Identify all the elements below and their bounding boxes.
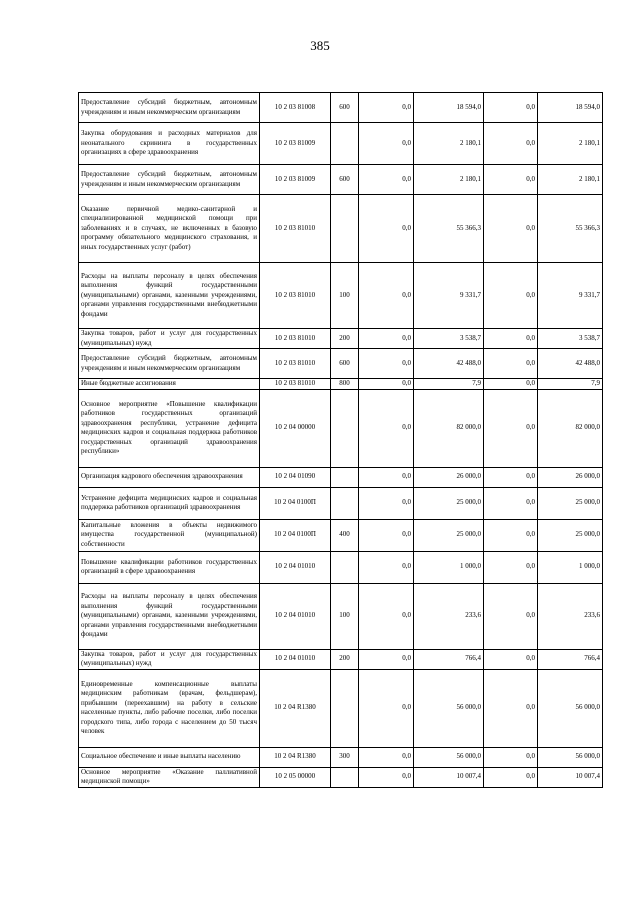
- cell-value-2: 56 000,0: [414, 669, 484, 747]
- cell-name: Предоставление субсидий бюджетным, автономным учреждениям и иным некоммерческим организациям: [79, 93, 260, 123]
- cell-value-3: 0,0: [484, 519, 538, 551]
- cell-value-3: 0,0: [484, 123, 538, 165]
- cell-name: Закупка товаров, работ и услуг для государственных (муниципальных) нужд: [79, 649, 260, 669]
- cell-code: 10 2 03 81009: [260, 165, 331, 195]
- cell-name: Капитальные вложения в объекты недвижимого имущества государственной (муниципальной) собственности: [79, 519, 260, 551]
- cell-expense-type: 100: [331, 583, 359, 649]
- table-row: [79, 93, 603, 123]
- cell-name: Повышение квалификации работников государственных организаций в сфере здравоохранения: [79, 551, 260, 583]
- cell-name: Закупка товаров, работ и услуг для государственных (муниципальных) нужд: [79, 329, 260, 349]
- cell-value-1: 0,0: [359, 263, 414, 329]
- cell-value-3: 0,0: [484, 389, 538, 467]
- cell-expense-type: [331, 389, 359, 467]
- cell-value-3: 0,0: [484, 551, 538, 583]
- cell-value-2: 1 000,0: [414, 551, 484, 583]
- cell-value-1: 0,0: [359, 649, 414, 669]
- cell-value-1: 0,0: [359, 379, 414, 390]
- cell-expense-type: [331, 669, 359, 747]
- page-number: 385: [310, 38, 330, 53]
- cell-value-1: 0,0: [359, 165, 414, 195]
- table-row: [79, 649, 603, 669]
- cell-value-3: 0,0: [484, 195, 538, 263]
- cell-value-4: 42 488,0: [538, 349, 603, 379]
- cell-expense-type: [331, 195, 359, 263]
- cell-value-2: 56 000,0: [414, 747, 484, 767]
- cell-value-4: 3 538,7: [538, 329, 603, 349]
- cell-value-2: 2 180,1: [414, 123, 484, 165]
- cell-code: 10 2 04 0100П: [260, 487, 331, 519]
- cell-value-1: 0,0: [359, 487, 414, 519]
- cell-value-4: 56 000,0: [538, 669, 603, 747]
- cell-name: Расходы на выплаты персоналу в целях обеспечения выполнения функций государственными (муниципальными) органами, казенными учреждениями, органами управления государственными внебюджетными фондами: [79, 263, 260, 329]
- cell-code: 10 2 04 01010: [260, 551, 331, 583]
- cell-code: 10 2 03 81010: [260, 349, 331, 379]
- cell-name: Устранение дефицита медицинских кадров и социальная поддержка работников организаций здравоохранения: [79, 487, 260, 519]
- cell-value-4: 26 000,0: [538, 467, 603, 487]
- cell-value-4: 2 180,1: [538, 165, 603, 195]
- cell-value-4: 766,4: [538, 649, 603, 669]
- cell-value-4: 10 007,4: [538, 767, 603, 787]
- cell-expense-type: 600: [331, 165, 359, 195]
- cell-value-4: 55 366,3: [538, 195, 603, 263]
- cell-value-3: 0,0: [484, 747, 538, 767]
- cell-value-2: 82 000,0: [414, 389, 484, 467]
- cell-value-4: 56 000,0: [538, 747, 603, 767]
- cell-value-2: 10 007,4: [414, 767, 484, 787]
- cell-value-1: 0,0: [359, 767, 414, 787]
- table-row: [79, 519, 603, 551]
- cell-code: 10 2 04 00000: [260, 389, 331, 467]
- cell-code: 10 2 03 81010: [260, 379, 331, 390]
- cell-expense-type: 600: [331, 349, 359, 379]
- cell-expense-type: 400: [331, 519, 359, 551]
- cell-code: 10 2 03 81009: [260, 123, 331, 165]
- budget-table: [78, 92, 603, 788]
- table-row: [79, 487, 603, 519]
- cell-value-4: 2 180,1: [538, 123, 603, 165]
- cell-value-2: 42 488,0: [414, 349, 484, 379]
- cell-value-3: 0,0: [484, 669, 538, 747]
- table-row: [79, 263, 603, 329]
- cell-expense-type: 200: [331, 329, 359, 349]
- cell-value-3: 0,0: [484, 487, 538, 519]
- cell-code: 10 2 04 R1380: [260, 747, 331, 767]
- cell-code: 10 2 04 01010: [260, 583, 331, 649]
- cell-name: Иные бюджетные ассигнования: [79, 379, 260, 390]
- cell-value-1: 0,0: [359, 195, 414, 263]
- cell-value-1: 0,0: [359, 467, 414, 487]
- table-row: [79, 329, 603, 349]
- table-row: [79, 349, 603, 379]
- cell-value-3: 0,0: [484, 93, 538, 123]
- table-row: [79, 379, 603, 390]
- cell-expense-type: 200: [331, 649, 359, 669]
- cell-value-1: 0,0: [359, 519, 414, 551]
- table-row: [79, 669, 603, 747]
- table-row: [79, 389, 603, 467]
- cell-expense-type: [331, 467, 359, 487]
- cell-value-2: 2 180,1: [414, 165, 484, 195]
- cell-code: 10 2 03 81010: [260, 263, 331, 329]
- cell-value-3: 0,0: [484, 263, 538, 329]
- cell-value-1: 0,0: [359, 349, 414, 379]
- cell-value-3: 0,0: [484, 165, 538, 195]
- cell-value-2: 7,9: [414, 379, 484, 390]
- cell-expense-type: [331, 487, 359, 519]
- cell-expense-type: 800: [331, 379, 359, 390]
- cell-value-2: 25 000,0: [414, 487, 484, 519]
- cell-value-1: 0,0: [359, 123, 414, 165]
- table-row: [79, 583, 603, 649]
- cell-expense-type: [331, 767, 359, 787]
- cell-expense-type: 600: [331, 93, 359, 123]
- cell-value-4: 7,9: [538, 379, 603, 390]
- cell-value-4: 233,6: [538, 583, 603, 649]
- cell-value-3: 0,0: [484, 349, 538, 379]
- table-row: [79, 747, 603, 767]
- cell-value-3: 0,0: [484, 649, 538, 669]
- cell-expense-type: 100: [331, 263, 359, 329]
- cell-name: Оказание первичной медико-санитарной и специализированной медицинской помощи при заболеваниях и в случаях, не включенных в базовую программу обязательного медицинского страхования, и иных государственных услуг (работ): [79, 195, 260, 263]
- cell-name: Предоставление субсидий бюджетным, автономным учреждениям и иным некоммерческим организациям: [79, 349, 260, 379]
- cell-value-2: 3 538,7: [414, 329, 484, 349]
- cell-code: 10 2 03 81010: [260, 329, 331, 349]
- cell-name: Единовременные компенсационные выплаты медицинским работникам (врачам, фельдшерам), прибывшим (переехавшим) на работу в сельские населенные пункты, либо рабочие поселки, либо поселки городского типа, либо города с населением до 50 тысяч человек: [79, 669, 260, 747]
- cell-code: 10 2 04 0100П: [260, 519, 331, 551]
- cell-value-1: 0,0: [359, 551, 414, 583]
- table-row: [79, 165, 603, 195]
- cell-value-3: 0,0: [484, 767, 538, 787]
- cell-value-2: 233,6: [414, 583, 484, 649]
- table-row: [79, 767, 603, 787]
- cell-value-4: 1 000,0: [538, 551, 603, 583]
- cell-value-2: 18 594,0: [414, 93, 484, 123]
- cell-value-1: 0,0: [359, 389, 414, 467]
- cell-name: Предоставление субсидий бюджетным, автономным учреждениям и иным некоммерческим организациям: [79, 165, 260, 195]
- cell-value-2: 25 000,0: [414, 519, 484, 551]
- cell-expense-type: [331, 551, 359, 583]
- cell-name: Основное мероприятие «Оказание паллиативной медицинской помощи»: [79, 767, 260, 787]
- cell-value-1: 0,0: [359, 329, 414, 349]
- cell-value-2: 26 000,0: [414, 467, 484, 487]
- cell-value-4: 25 000,0: [538, 487, 603, 519]
- cell-value-1: 0,0: [359, 669, 414, 747]
- cell-value-4: 82 000,0: [538, 389, 603, 467]
- cell-value-2: 9 331,7: [414, 263, 484, 329]
- cell-expense-type: [331, 123, 359, 165]
- cell-code: 10 2 04 01010: [260, 649, 331, 669]
- cell-expense-type: 300: [331, 747, 359, 767]
- table-row: [79, 195, 603, 263]
- cell-code: 10 2 03 81010: [260, 195, 331, 263]
- cell-code: 10 2 04 01090: [260, 467, 331, 487]
- cell-value-2: 55 366,3: [414, 195, 484, 263]
- cell-value-3: 0,0: [484, 329, 538, 349]
- cell-code: 10 2 04 R1380: [260, 669, 331, 747]
- cell-value-4: 9 331,7: [538, 263, 603, 329]
- cell-value-1: 0,0: [359, 93, 414, 123]
- cell-value-1: 0,0: [359, 747, 414, 767]
- cell-value-2: 766,4: [414, 649, 484, 669]
- table-body: [79, 93, 603, 788]
- cell-value-3: 0,0: [484, 583, 538, 649]
- cell-name: Социальное обеспечение и иные выплаты населению: [79, 747, 260, 767]
- cell-value-4: 25 000,0: [538, 519, 603, 551]
- table-row: [79, 123, 603, 165]
- cell-name: Организация кадрового обеспечения здравоохранения: [79, 467, 260, 487]
- cell-code: 10 2 05 00000: [260, 767, 331, 787]
- table-row: [79, 551, 603, 583]
- cell-value-4: 18 594,0: [538, 93, 603, 123]
- cell-name: Закупка оборудования и расходных материалов для неонатального скрининга в государственных организациях в сфере здравоохранения: [79, 123, 260, 165]
- cell-name: Основное мероприятие «Повышение квалификации работников государственных организаций здравоохранения республики, устранение дефицита медицинских кадров и социальная поддержка работников государственных организаций здравоохранения республики»: [79, 389, 260, 467]
- cell-code: 10 2 03 81008: [260, 93, 331, 123]
- table-row: [79, 467, 603, 487]
- cell-value-3: 0,0: [484, 467, 538, 487]
- cell-name: Расходы на выплаты персоналу в целях обеспечения выполнения функций государственными (муниципальными) органами, казенными учреждениями, органами управления государственными внебюджетными фондами: [79, 583, 260, 649]
- cell-value-3: 0,0: [484, 379, 538, 390]
- cell-value-1: 0,0: [359, 583, 414, 649]
